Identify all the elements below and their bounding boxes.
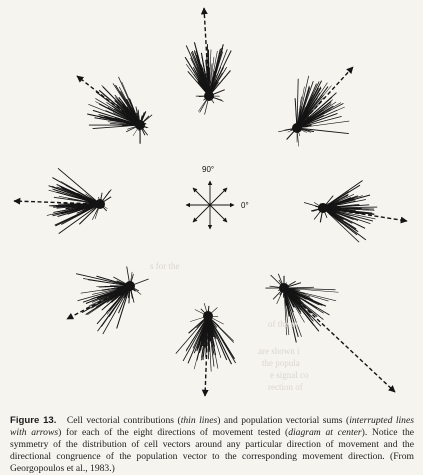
cluster-0deg: [304, 181, 407, 243]
caption-emph-3: diagram at center: [288, 426, 362, 438]
bleed-line-1: of the m: [268, 319, 298, 329]
cell-vector: [76, 274, 130, 286]
bleed-line-4: e signal co: [270, 370, 309, 380]
bleed-line-3: the popula: [262, 358, 300, 368]
direction-arrow-45: [210, 188, 227, 205]
label-90: 90°: [202, 165, 215, 174]
caption-emph-1: thin lines: [180, 414, 218, 426]
cluster-90deg: [185, 8, 231, 115]
direction-arrow-315: [210, 205, 227, 222]
figure-caption: [10, 415, 414, 475]
caption-text-2: ) and population vectorial sums (: [217, 414, 350, 426]
caption-label: Figure 13.: [10, 414, 57, 426]
direction-arrow-135: [193, 188, 210, 205]
bleed-line-6: s for the: [150, 261, 180, 271]
caption-text-1: Cell vectorial contributions (: [66, 414, 181, 426]
label-0: 0°: [241, 201, 249, 210]
cluster-180deg: [14, 168, 111, 233]
center-direction-diagram: [186, 165, 249, 229]
cluster-270deg: [176, 303, 236, 396]
caption-text-4: ). Notice the symmetry of the distribution of cell vectors around any particular direction of movement and the directional congruence of the population vector to the corresponding movement direction. (From Georgopoulos et al., 1983.): [10, 426, 414, 474]
bleed-line-2: are shown i: [258, 346, 300, 356]
cell-vector: [297, 128, 349, 134]
vector-clusters: [14, 8, 407, 396]
caption-text-3: ) for each of the eight directions of movement tested (: [58, 426, 289, 438]
caption-emph-2: interrupted lines with arrows: [10, 414, 414, 438]
direction-arrow-225: [193, 205, 210, 222]
cluster-225deg: [67, 266, 149, 334]
cluster-45deg: [278, 67, 353, 146]
bleed-line-5: rection of: [268, 382, 303, 392]
cluster-135deg: [77, 76, 152, 144]
